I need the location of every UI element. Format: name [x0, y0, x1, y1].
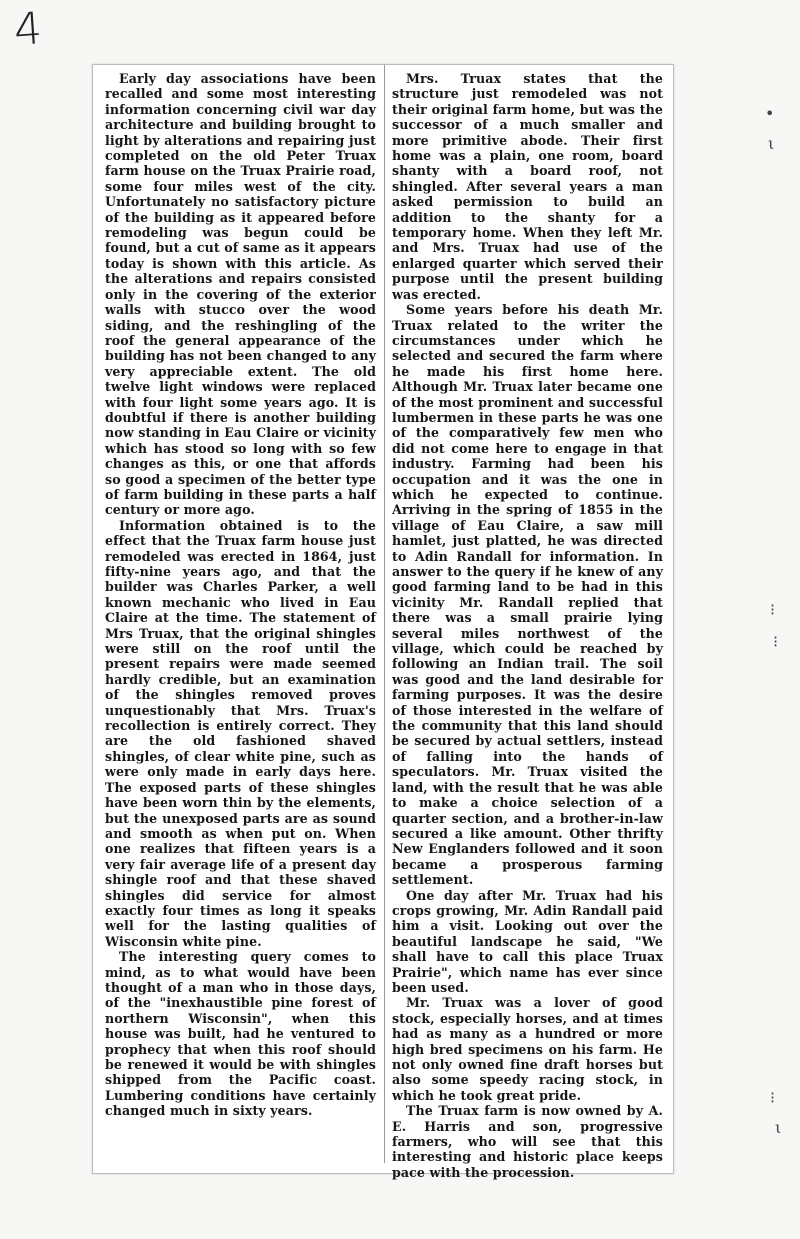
- column-divider: [384, 65, 385, 1163]
- margin-mark: ⁝: [770, 600, 776, 619]
- margin-mark: ⁝: [773, 632, 779, 651]
- margin-mark: ι: [775, 1118, 782, 1137]
- newspaper-clipping: [92, 64, 674, 1180]
- paragraph: Early day associations have been recalled and some most interesting information concerning civil war day architecture and building brought to light by alterations and repairing just completed on the old Peter Truax farm house on the Truax Prairie road, some four miles west of the city. Unfortunately no satisfactory picture of the building as it appeared before remodeling was begun could be found, but a cut of same as it appears today is shown with this article. As the alterations and repairs consisted only in the covering of the exterior walls with stucco over the wood siding, and the reshingling of the roof the general appearance of the building has not been changed to any very appreciable extent. The old twelve light windows were replaced with four light some years ago. It is doubtful if there is another building now standing in Eau Claire or vicinity which has stood so long with so few changes as this, or one that affords so good a specimen of the better type of farm building in these parts a half century or more ago.: [105, 71, 376, 518]
- paragraph: Some years before his death Mr. Truax related to the writer the circumstances under which he selected and secured the farm where he made his first home here. Although Mr. Truax later became one of the most prominent and successful lumbermen in these parts he was one of the comparatively few men who did not come here to engage in that industry. Farming had been his occupation and it was the one in which he expected to continue. Arriving in the spring of 1855 in the village of Eau Claire, a saw mill hamlet, just platted, he was directed to Adin Randall for information. In answer to the query if he knew of any good farming land to be had in this vicinity Mr. Randall replied that there was a small prairie lying several miles northwest of the village, which could be reached by following an Indian trail. The soil was good and the land desirable for farming purposes. It was the desire of those interested in the welfare of the community that this land should be secured by actual settlers, instead of falling into the hands of speculators. Mr. Truax visited the land, with the result that he was able to make a choice selection of a quarter section, and a brother-in-law secured a like amount. Other thrifty New Englanders followed and it soon became a prosperous farming settlement.: [392, 302, 663, 888]
- article-column-right: [392, 71, 663, 1180]
- paragraph: Mrs. Truax states that the structure just remodeled was not their original farm home, but was the successor of a much smaller and more primitive abode. Their first home was a plain, one room, board shanty with a board roof, not shingled. After several years a man asked permission to build an addition to the shanty for a temporary home. When they left Mr. and Mrs. Truax had use of the enlarged quarter which served their purpose until the present building was erected.: [392, 71, 663, 302]
- margin-mark: •: [765, 104, 775, 123]
- article-column-left: [105, 71, 376, 1169]
- paragraph: One day after Mr. Truax had his crops growing, Mr. Adin Randall paid him a visit. Looking out over the beautiful landscape he said, "We shall have to call this place Truax Prairie", which name has ever since been used.: [392, 887, 663, 995]
- paragraph: The interesting query comes to mind, as to what would have been thought of a man who in those days, of the "inexhaustible pine forest of northern Wisconsin", when this house was built, had he ventured to prophecy that when this roof should be renewed it would be with shingles shipped from the Pacific coast. Lumbering conditions have certainly changed much in sixty years.: [105, 949, 376, 1119]
- margin-mark: ⁝: [770, 1088, 776, 1107]
- paragraph: Mr. Truax was a lover of good stock, especially horses, and at times had as many as a hundred or more high bred specimens on his farm. He not only owned fine draft horses but also some speedy racing stock, in which he took great pride.: [392, 995, 663, 1103]
- paragraph: The Truax farm is now owned by A. E. Harris and son, progressive farmers, who will see that this interesting and historic place keeps pace with the procession.: [392, 1103, 663, 1180]
- page-number: 4: [12, 3, 44, 56]
- margin-mark: ι: [768, 134, 775, 153]
- paragraph: Information obtained is to the effect that the Truax farm house just remodeled was erected in 1864, just fifty-nine years ago, and that the builder was Charles Parker, a well known mechanic who lived in Eau Claire at the time. The statement of Mrs Truax, that the original shingles were still on the roof until the present repairs were made seemed hardly credible, but an examination of the shingles removed proves unquestionably that Mrs. Truax's recollection is entirely correct. They are the old fashioned shaved shingles, of clear white pine, such as were only made in early days here. The exposed parts of these shingles have been worn thin by the elements, but the unexposed parts are as sound and smooth as when put on. When one realizes that fifteen years is a very fair average life of a present day shingle roof and that these shaved shingles did service for almost exactly four times as long it speaks well for the lasting qualities of Wisconsin white pine.: [105, 517, 376, 949]
